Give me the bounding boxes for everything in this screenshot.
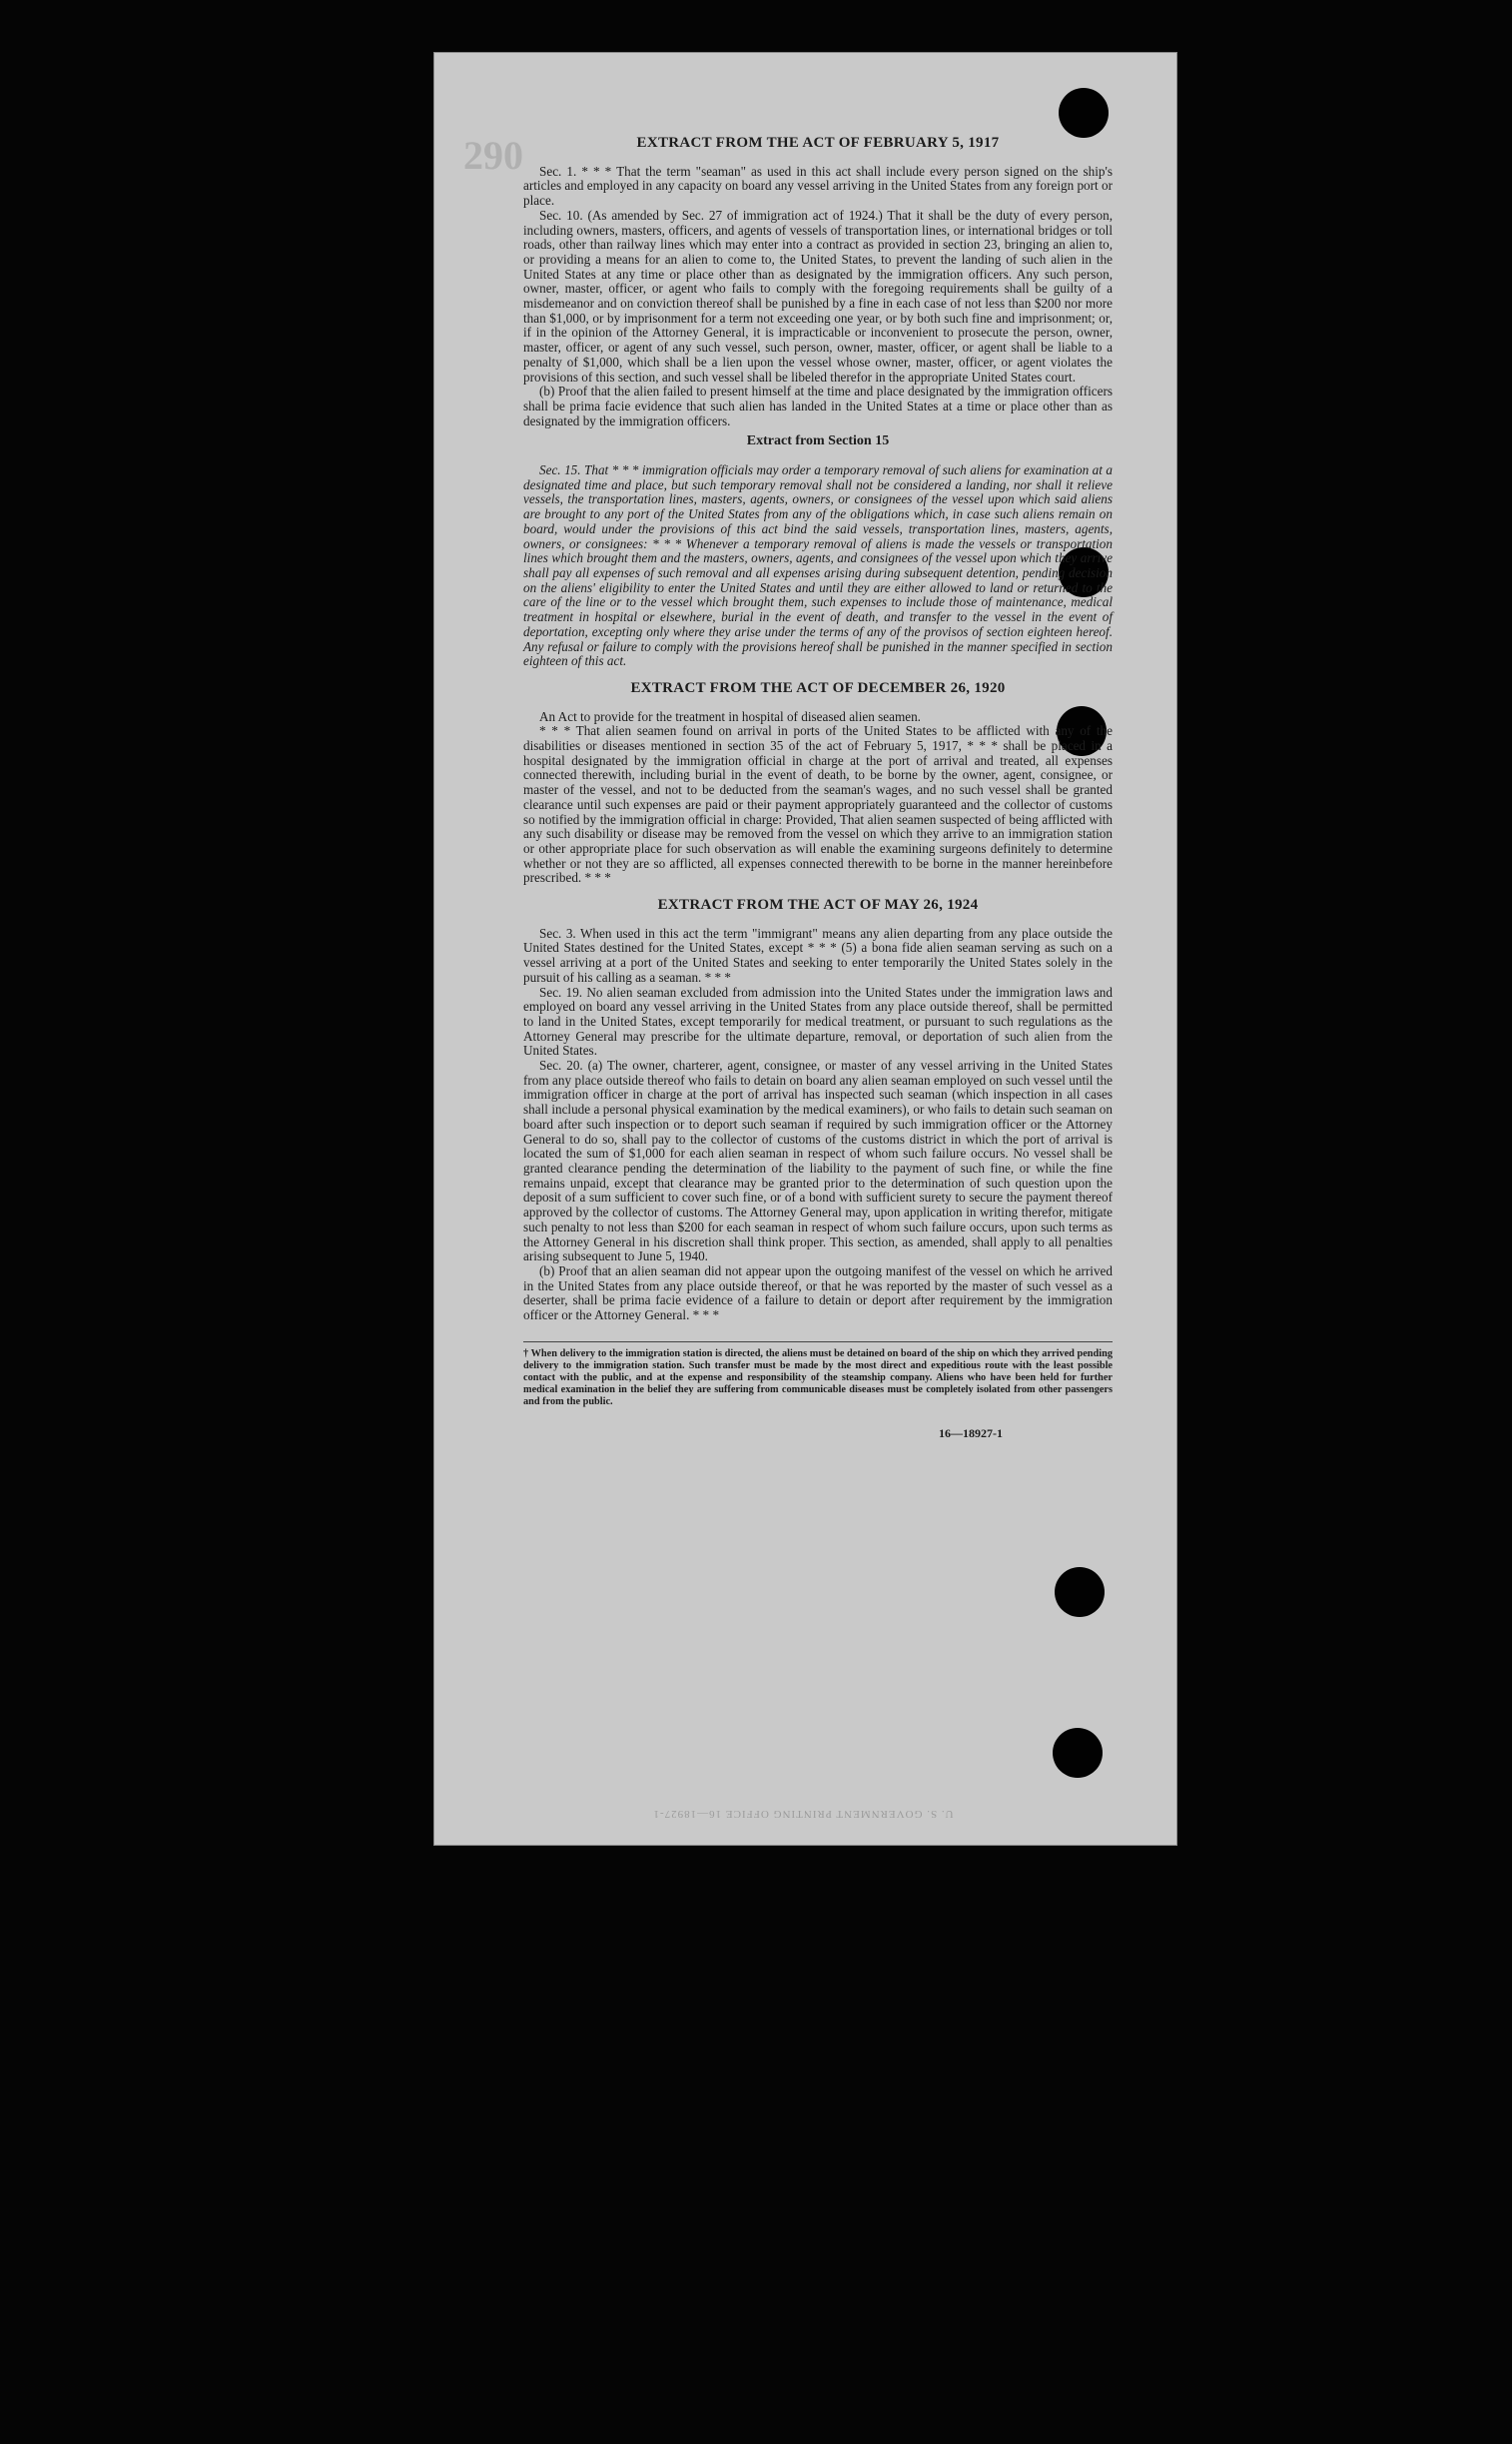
paragraph: Sec. 15. That * * * immigration officials may order a temporary removal of such aliens for examination at a designated time and place, but such temporary removal shall not be considered a landing, nor shall it relieve vessels, the transportation lines, masters, agents, owners, or consignees of the vessel upon which said aliens are brought to any port of the United States from any of the obligations which, in case such aliens remain on board, would under the provisions of this act bind the said vessels, transportation lines, masters, agents, owners, or consignees: * * * Whenever a temporary removal of aliens is made the vessels or transportation lines which brought them and the masters, owners, agents, and consignees of the vessel upon which they arrive shall pay all expenses of such removal and all expenses arising during subsequent detention, pending decision on the aliens' eligibility to enter the United States and until they are either allowed to land or returned to the care of the line or to the vessel which brought them, such expenses to include those of maintenance, medical treatment in hospital or elsewhere, burial in the event of death, and transfer to the vessel in the event of deportation, excepting only where they arise under the terms of any of the provisos of section eighteen hereof. Any refusal or failure to comply with the provisions hereof shall be punished in the manner specified in section eighteen of this act.: [523, 462, 1113, 669]
document-text: [523, 136, 1113, 1440]
punch-hole: [1055, 1567, 1105, 1617]
paragraph: An Act to provide for the treatment in hospital of diseased alien seamen.: [539, 708, 921, 724]
section-subtitle: Extract from Section 15: [746, 433, 890, 449]
paragraph: Sec. 20. (a) The owner, charterer, agent, consignee, or master of any vessel arriving in the United States from any place outside thereof who fails to detain on board any alien seaman employed on such vessel until the immigration officer in charge at the port of arrival has inspected such seaman (which inspection in all cases shall include a personal physical examination by the medical examiners), or who fails to detain such seaman on board after such inspection or to deport such seaman if required by such immigration officer or the Attorney General to do so, shall pay to the collector of customs of the customs district in which the port of arrival is located the sum of $1,000 for each alien seaman in respect of whom such failure occurs. No vessel shall be granted clearance pending the determination of the liability to the payment of such fine, or while the fine remains unpaid, except that clearance may be granted prior to the determination of such question upon the deposit of a sum sufficient to cover such fine, or of a bond with sufficient surety to secure the payment thereof approved by the collector of customs. The Attorney General may, upon application in writing therefor, mitigate such penalty to not less than $200 for each seaman in respect of whom such failure occurs, upon such terms as the Attorney General in his discretion shall think proper. This section, as amended, shall apply to all penalties arising subsequent to June 5, 1940.: [523, 1058, 1113, 1264]
footnote: † When delivery to the immigration station is directed, the aliens must be detained on board of the ship on which they arrived pending delivery to the immigration station. Such transfer must be made by the most direct and expeditious route with the least possible contact with the public, and at the expense and responsibility of the steamship company. Aliens who have been held for further medical examination in the belief they are suffering from communicable diseases must be completely isolated from other passengers and from the public.: [523, 1341, 1113, 1408]
paragraph: (b) Proof that the alien failed to present himself at the time and place designated by the immigration officers shall be prima facie evidence that such alien has landed in the United States at a time or place other than as designated by the immigration officers.: [523, 384, 1113, 428]
document-page: [433, 52, 1177, 1846]
paragraph: Sec. 19. No alien seaman excluded from admission into the United States under the immigration laws and employed on board any vessel arriving in the United States from any place outside thereof, shall be permitted to land in the United States, except temporarily for medical treatment, or pursuant to such regulations as the Attorney General may prescribe for the ultimate departure, removal, or deportation of such alien from the United States.: [523, 984, 1113, 1059]
printing-office-line: U. S. GOVERNMENT PRINTING OFFICE 16—18927-1: [652, 1808, 954, 1820]
section-title: EXTRACT FROM THE ACT OF MAY 26, 1924: [657, 897, 979, 914]
punch-hole: [1059, 88, 1109, 138]
section-title: EXTRACT FROM THE ACT OF DECEMBER 26, 1920: [630, 679, 1006, 696]
paragraph: Sec. 3. When used in this act the term "immigrant" means any alien departing from any place outside the United States destined for the United States, except * * * (5) a bona fide alien seaman serving as such on a vessel arriving at a port of the United States and seeking to enter temporarily the United States solely in the pursuit of his calling as a seaman. * * *: [523, 925, 1113, 985]
faint-stamp-number: 290: [463, 133, 523, 178]
paragraph: (b) Proof that an alien seaman did not appear upon the outgoing manifest of the vessel on which he arrived in the United States from any place outside thereof, or that he was reported by the master of such vessel as a deserter, shall be prima facie evidence of a failure to detain or deport after requirement by the immigration officer or the Attorney General. * * *: [523, 1262, 1113, 1323]
punch-hole: [1053, 1728, 1103, 1778]
paragraph: Sec. 1. * * * That the term "seaman" as used in this act shall include every person signed on the ship's articles and employed in any capacity on board any vessel arriving in the United States from any foreign port or place.: [523, 163, 1113, 209]
paragraph: * * * That alien seamen found on arrival in ports of the United States to be afflicted with any of the disabilities or diseases mentioned in section 35 of the act of February 5, 1917, * * * shall be placed in a hospital designated by the immigration official in charge at the port of arrival and treated, all expenses connected therewith, including burial in the event of death, to be borne by the owner, agent, consignee, or master of the vessel, and not to be deducted from the seaman's wages, and no such vessel shall be granted clearance until such expenses are paid or their payment appropriately guaranteed and the collector of customs so notified by the immigration official in charge: Provided, That alien seamen suspected of being afflicted with any such disability or disease may be removed from the vessel on which they arrive to an immigration station or other appropriate place for such observation as will enable the examining surgeons definitely to determine whether or not they are so afflicted, all expenses connected therewith to be borne in the manner hereinbefore prescribed. * * *: [523, 723, 1113, 886]
section-title: EXTRACT FROM THE ACT OF FEBRUARY 5, 1917: [636, 135, 1000, 151]
form-code: 16—18927-1: [939, 1425, 1003, 1440]
paragraph: Sec. 10. (As amended by Sec. 27 of immigration act of 1924.) That it shall be the duty of every person, including owners, masters, officers, and agents of vessels of transportation lines, or international bridges or toll roads, other than railway lines which may enter into a contract as provided in section 23, bringing an alien to, or providing a means for an alien to come to, the United States, to prevent the landing of such alien in the United States at any time or place other than as designated by the immigration officers. Any such person, owner, master, officer, or agent who fails to comply with the foregoing requirements shall be guilty of a misdemeanor and on conviction thereof shall be punished by a fine in each case of not less than $200 nor more than $1,000, or by imprisonment for a term not exceeding one year, or by both such fine and imprisonment; or, if in the opinion of the Attorney General, it is impracticable or inconvenient to prosecute the person, owner, master, officer, or agent of any such vessel, such person, owner, master, officer, or agent shall be liable to a penalty of $1,000, which shall be a lien upon the vessel whose owner, master, officer, or agent violates the provisions of this section, and such vessel shall be libeled therefor in the appropriate United States court.: [523, 207, 1113, 385]
